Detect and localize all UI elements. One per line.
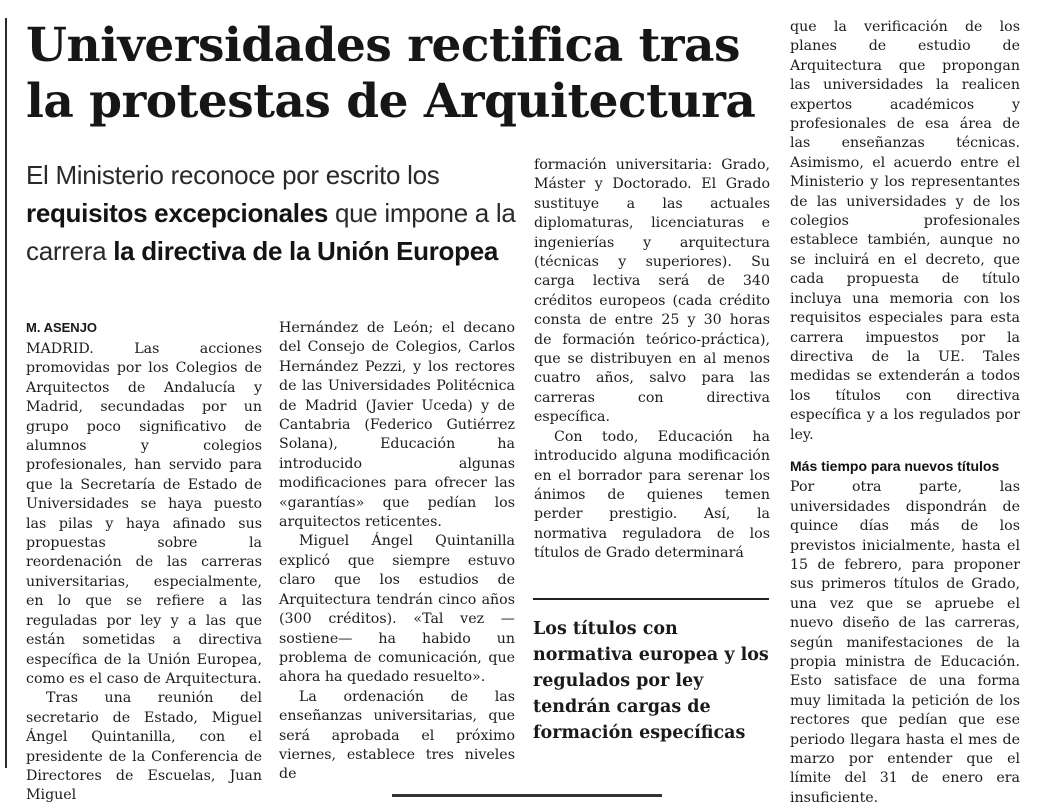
paragraph: Tras una reunión del secretario de Estado, Miguel Ángel Quintanilla, con el presidente de la Conferencia de Directores de Escuelas, Juan Miguel: [26, 690, 262, 804]
byline: M. ASENJO: [26, 320, 98, 335]
article-column-4: [790, 18, 1020, 808]
paragraph: que la verificación de los planes de estudio de Arquitectura que propongan las universidades la realicen expertos académicos y profesionales de esa área de las enseñanzas técnicas. Asimismo, el acuerdo entre el Ministerio y los representantes de las universidades y de los colegios profesionales establece también, aunque no se incluirá en el decreto, que cada propuesta de título incluya una memoria con los requisitos especiales para esta carrera impuestos por la directiva de la UE. Tales medidas se extenderán a todos los títulos con directiva específica y a los regulados por ley.: [790, 19, 1020, 443]
paragraph: La ordenación de las enseñanzas universitarias, que será aprobada el próximo viernes, establece tres niveles de: [279, 688, 515, 783]
paragraph: Por otra parte, las universidades dispondrán de quince días más de los previstos inicialmente, hasta el 15 de febrero, para proponer sus primeros títulos de Grado, una vez que se apruebe el nuevo diseño de las carreras, según manifestaciones de la propia ministra de Educación. Esto satisface de una forma muy limitada la petición de los rectores que pedían que ese periodo llegara hasta el mes de marzo por entender que el límite del 31 de enero era insuficiente.: [790, 479, 1020, 806]
paragraph: Miguel Ángel Quintanilla explicó que siempre estuvo claro que los estudios de Arquitectura tendrán cinco años (300 créditos). «Tal vez —sostiene— ha habido un problema de comunicación, que ahora ha quedado resuelto».: [279, 533, 515, 686]
pullquote-rule: [533, 598, 769, 600]
paragraph: Con todo, Educación ha introducido alguna modificación en el borrador para serenar los ánimos de quienes temen perder prestigio. Así, la normativa reguladora de los títulos de Grado determinará: [534, 428, 770, 562]
bottom-rule: [392, 794, 662, 797]
headline: Universidades rectifica tras la protestas de Arquitectura: [26, 18, 756, 129]
subhead-bold-1: requisitos excepcionales: [26, 198, 329, 228]
pullquote: Los títulos con normativa europea y los regulados por ley tendrán cargas de formación específicas: [533, 619, 769, 743]
paragraph: formación universitaria: Grado, Máster y Doctorado. El Grado sustituye a las actuales diplomaturas, licenciaturas e ingenierías y arquitectura (técnicas y superiores). Su carga lectiva será de 340 créditos europeos (cada crédito consta de entre 25 y 30 horas de formación teórico-práctica), que se distribuyen en al menos cuatro años, salvo para las carreras con directiva específica.: [534, 157, 770, 426]
section-subtitle: Más tiempo para nuevos títulos: [790, 457, 1000, 474]
subhead-text-1: El Ministerio reconoce por escrito los: [26, 160, 440, 190]
article-column-2: [279, 319, 515, 785]
subheadline: [26, 156, 546, 270]
subhead-text-2: que impone a la carrera: [26, 198, 516, 266]
paragraph: Hernández de León; el decano del Consejo de Colegios, Carlos Hernández Pezzi, y los rectores de las Universidades Politécnica de Madrid (Javier Uceda) y de Cantabria (Federico Gutiérrez Solana), Educación ha introducido algunas modificaciones para ofrecer las «garantías» que pedían los arquitectos reticentes.: [279, 320, 515, 531]
article-column-3: [534, 156, 770, 564]
paragraph: MADRID. Las acciones promovidas por los Colegios de Arquitectos de Andalucía y Madrid, secundadas por un grupo poco significativo de alumnos y colegios profesionales, han servido para que la Secretaría de Estado de Universidades se haya puesto las pilas y haya afinado sus propuestas sobre la reordenación de las carreras universitarias, especialmente, en lo que se refiere a las reguladas por ley y a las que están sometidas a directiva específica de la Unión Europea, como es el caso de Arquitectura.: [26, 341, 262, 687]
left-border-rule: [5, 18, 7, 768]
subhead-bold-2: la directiva de la Unión Europea: [113, 236, 499, 266]
article-column-1: [26, 340, 262, 806]
